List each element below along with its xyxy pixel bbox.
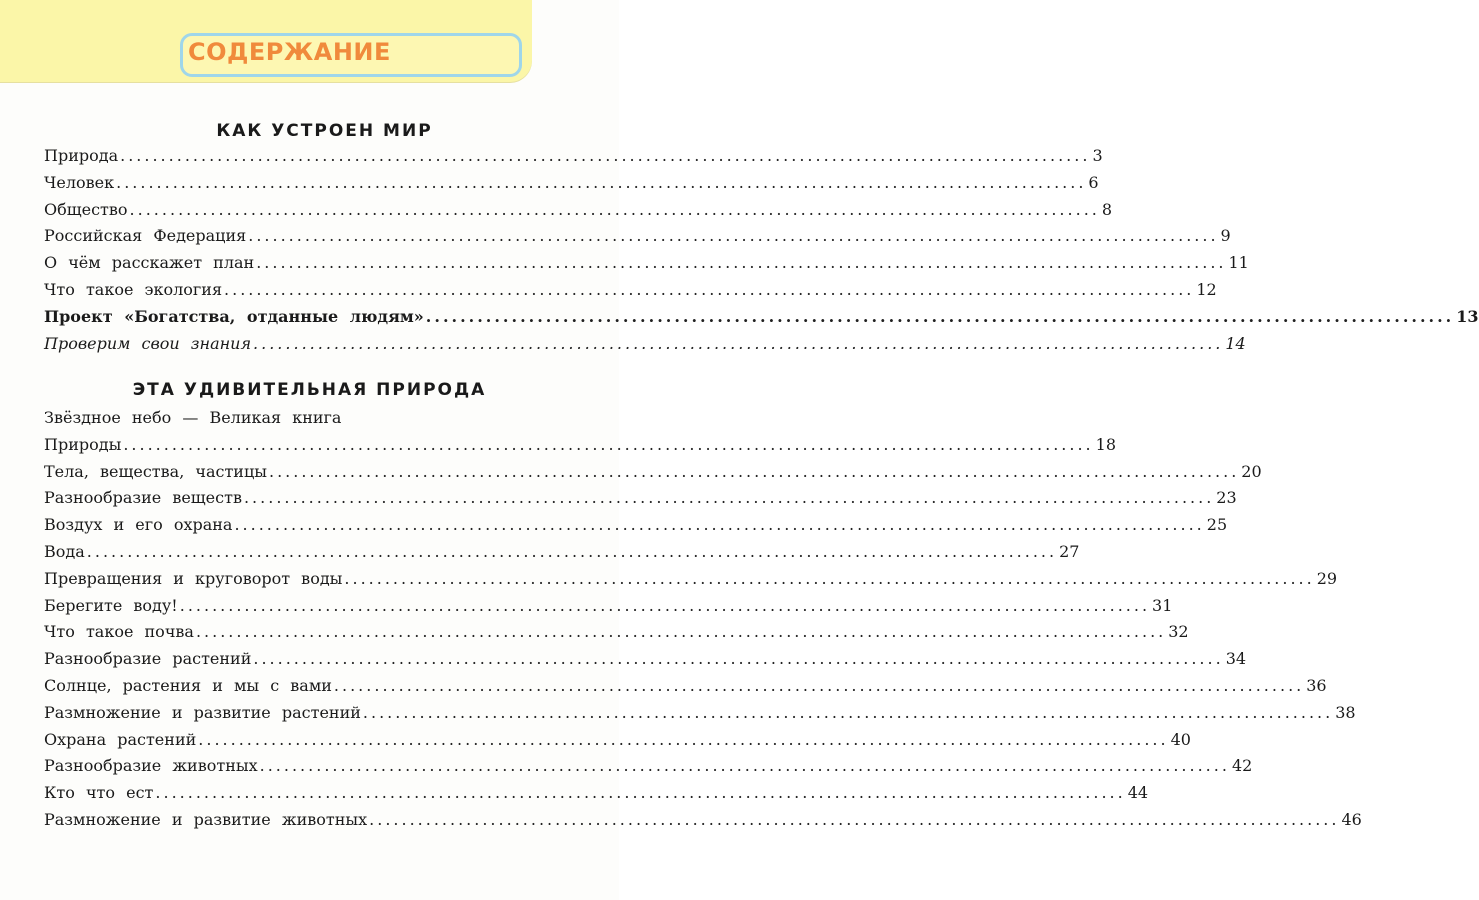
toc-entry-page-number: 13: [1456, 306, 1479, 326]
toc-entry[interactable]: [44, 541, 1080, 569]
toc-entry-page-number: 36: [1306, 675, 1327, 695]
toc-entry[interactable]: [44, 622, 1189, 649]
toc-entry[interactable]: [44, 434, 1116, 462]
toc-entry-label: Превращения и круговорот воды: [44, 568, 343, 588]
toc-entry-page-number: 20: [1241, 461, 1262, 481]
toc-entry-leader-dots: ........................................................................................................................: [369, 809, 1340, 829]
toc-entry-leader-dots: ........................................................................................................................: [155, 783, 1126, 803]
toc-entry[interactable]: [44, 333, 1246, 361]
toc-entry-label: Что такое почва: [44, 622, 194, 642]
toc-entry-leader-dots: ........................................................................................................................: [243, 488, 1215, 508]
toc-entry-label: Общество: [44, 199, 128, 219]
toc-entry-label: Проект «Богатства, отданные людям»: [44, 306, 424, 326]
toc-entry-label: Разнообразие растений: [44, 649, 252, 669]
toc-entry-label: Охрана растений: [44, 729, 197, 749]
toc-entry-leader-dots: ........................................................................................................................: [253, 649, 1224, 669]
toc-entry-page-number: 25: [1206, 515, 1228, 535]
toc-entry-page-number: 8: [1101, 199, 1113, 219]
toc-entry[interactable]: [44, 649, 1247, 676]
toc-entry-page-number: 9: [1220, 226, 1231, 246]
toc-entry-page-number: 27: [1059, 541, 1080, 561]
toc-entry-page-number: 12: [1196, 279, 1217, 299]
toc-entry-leader-dots: ........................................................................................................................: [116, 172, 1087, 192]
toc-entry-leader-dots: ........................................................................................................................: [198, 729, 1169, 749]
toc-entry-leader-dots: ........................................................................................................................: [86, 541, 1058, 561]
toc-entry[interactable]: [44, 809, 1362, 837]
toc-entry-page-number: 23: [1216, 488, 1237, 508]
toc-entry-label: Солнце, растения и мы с вами: [44, 675, 332, 695]
toc-entry[interactable]: [44, 461, 1262, 489]
toc-section-1: [44, 146, 1479, 360]
page-title: СОДЕРЖАНИЕ: [188, 38, 391, 66]
toc-entry-leader-dots: ........................................................................................................................: [195, 622, 1167, 642]
toc-entry-leader-dots: ........................................................................................................................: [129, 199, 1100, 219]
toc-entry[interactable]: [44, 783, 1149, 810]
toc-entry-leader-dots: ........................................................................................................................: [248, 226, 1219, 246]
toc-entry[interactable]: [44, 595, 1173, 623]
toc-entry-page-number: 38: [1335, 702, 1356, 722]
toc-entry-label: Проверим свои знания: [44, 333, 252, 353]
toc-entry-leader-dots: ........................................................................................................................: [425, 306, 1455, 326]
toc-entry-label: Воздух и его охрана: [44, 515, 233, 535]
toc-entry-label: Человек: [44, 172, 115, 192]
toc-section-2: [44, 408, 1362, 837]
toc-entry-label: Что такое экология: [44, 279, 223, 299]
toc-entry-page-number: 18: [1095, 434, 1116, 454]
toc-entry[interactable]: [44, 199, 1113, 227]
toc-entry-label: Разнообразие веществ: [44, 488, 242, 508]
toc-entry-page-number: 42: [1231, 756, 1253, 776]
toc-entry-leader-dots: ........................................................................................................................: [179, 595, 1151, 615]
toc-entry-leader-dots: ........................................................................................................................: [234, 515, 1205, 535]
toc-entry[interactable]: [44, 226, 1231, 253]
toc-entry-page-number: 14: [1225, 333, 1246, 353]
toc-entry[interactable]: [44, 146, 1103, 173]
toc-entry-page-number: 29: [1316, 568, 1338, 588]
toc-entry[interactable]: [44, 172, 1099, 200]
toc-entry-leader-dots: ........................................................................................................................: [224, 279, 1195, 299]
toc-entry[interactable]: [44, 568, 1338, 596]
toc-entry-page-number: 3: [1092, 146, 1103, 165]
toc-entry-label: Звёздное небо — Великая книга: [44, 408, 342, 427]
toc-entry-leader-dots: ........................................................................................................................: [344, 568, 1315, 588]
toc-entry-page-number: 46: [1341, 809, 1362, 829]
toc-entry-label: Разнообразие животных: [44, 756, 258, 776]
toc-entry-page-number: 44: [1127, 783, 1149, 803]
toc-entry-leader-dots: ........................................................................................................................: [256, 253, 1227, 273]
toc-entry-label: Вода: [44, 541, 85, 561]
toc-entry-page-number: 11: [1228, 253, 1249, 273]
toc-entry-label: Тела, вещества, частицы: [44, 461, 267, 481]
toc-entry-leader-dots: ........................................................................................................................: [362, 702, 1334, 722]
toc-entry-leader-dots: ........................................................................................................................: [253, 333, 1224, 353]
toc-entry[interactable]: [44, 306, 1479, 334]
toc-entry-label: Размножение и развитие растений: [44, 702, 361, 722]
toc-entry-label: Природы: [44, 434, 122, 454]
toc-entry-page-number: 40: [1170, 729, 1191, 749]
toc-entry-label: Размножение и развитие животных: [44, 809, 368, 829]
toc-entry-leader-dots: ........................................................................................................................: [120, 146, 1091, 165]
toc-entry-page-number: 31: [1152, 595, 1173, 615]
toc-entry[interactable]: [44, 675, 1327, 703]
section-title-1: КАК УСТРОЕН МИР: [216, 121, 433, 141]
toc-entry[interactable]: [44, 279, 1217, 307]
toc-entry[interactable]: [44, 488, 1237, 515]
toc-entry[interactable]: [44, 756, 1253, 783]
toc-entry[interactable]: [44, 408, 532, 435]
toc-entry-label: Берегите воду!: [44, 595, 178, 615]
toc-entry[interactable]: [44, 729, 1191, 757]
toc-entry-label: О чём расскажет план: [44, 253, 255, 273]
toc-entry-label: Природа: [44, 146, 119, 165]
section-title-2: ЭТА УДИВИТЕЛЬНАЯ ПРИРОДА: [132, 380, 487, 400]
toc-entry[interactable]: [44, 515, 1228, 542]
toc-entry-leader-dots: ........................................................................................................................: [123, 434, 1094, 454]
toc-entry-label: Российская Федерация: [44, 226, 247, 246]
toc-entry-page-number: 34: [1225, 649, 1247, 669]
toc-entry-page-number: 6: [1088, 172, 1099, 192]
toc-entry-label: Кто что ест: [44, 783, 154, 803]
toc-entry-leader-dots: ........................................................................................................................: [333, 675, 1305, 695]
toc-entry-page-number: 32: [1168, 622, 1189, 642]
toc-entry-leader-dots: ........................................................................................................................: [259, 756, 1230, 776]
toc-entry[interactable]: [44, 253, 1249, 280]
toc-entry[interactable]: [44, 702, 1356, 730]
toc-entry-leader-dots: ........................................................................................................................: [268, 461, 1240, 481]
